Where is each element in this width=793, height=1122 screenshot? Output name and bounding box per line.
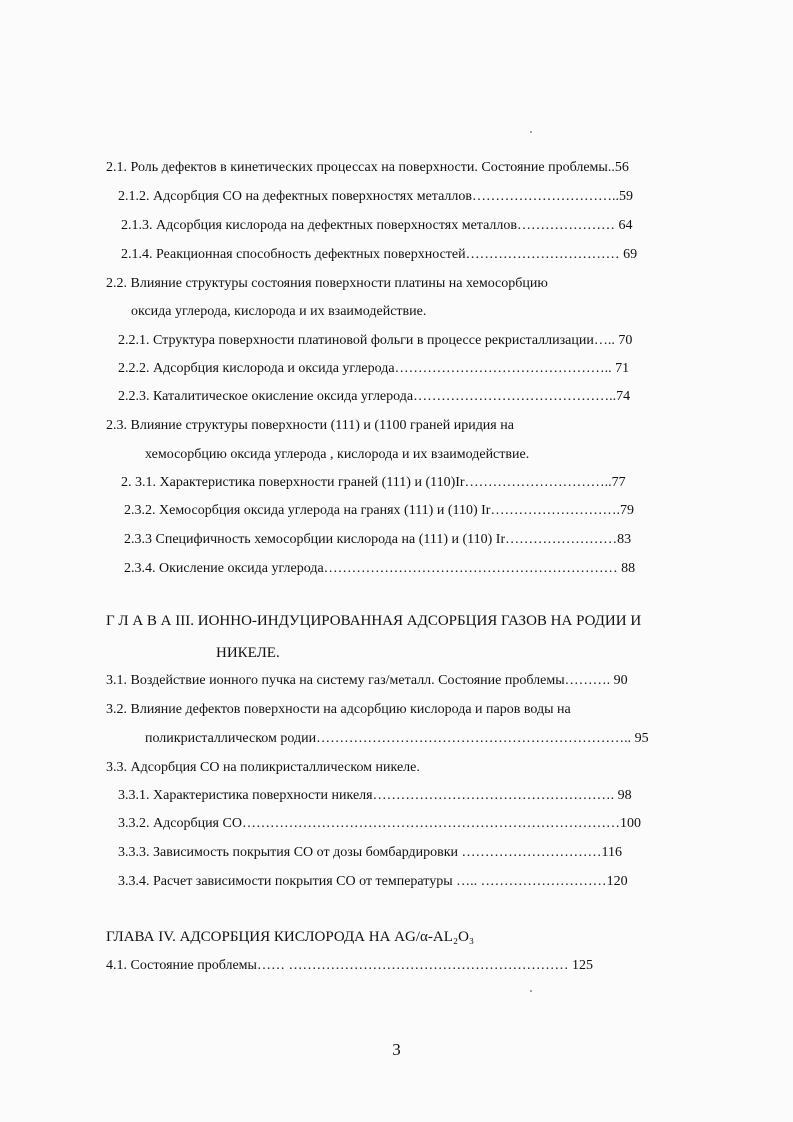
toc-entry-3-3-2: 3.3.2. Адсорбция СО………………………………………………………………………100 <box>118 816 641 831</box>
toc-entry-2-1: 2.1. Роль дефектов в кинетических процессах на поверхности. Состояние проблемы..56 <box>106 160 629 175</box>
toc-entry-2-3-cont: хемосорбцию оксида углерода , кислорода и их взаимодействие. <box>145 447 530 462</box>
toc-entry-2-2-3: 2.2.3. Каталитическое окисление оксида углерода……………………………………..74 <box>118 389 631 404</box>
toc-entry-2-3: 2.3. Влияние структуры поверхности (111) и (1100 граней иридия на <box>106 418 514 433</box>
toc-entry-3-2: 3.2. Влияние дефектов поверхности на адсорбцию кислорода и паров воды на <box>106 702 571 717</box>
chapter-3-heading: Г Л А В А III. ИОННО-ИНДУЦИРОВАННАЯ АДСОРБЦИЯ ГАЗОВ НА РОДИИ И <box>106 613 642 629</box>
scan-speck <box>530 131 532 133</box>
chapter-4-heading: ГЛАВА IV. АДСОРБЦИЯ КИСЛОРОДА НА AG/α-AL₂O₃ <box>106 929 475 945</box>
toc-entry-2-3-3: 2.3.3 Специфичность хемосорбции кислорода на (111) и (110) Ir……………………83 <box>124 532 632 547</box>
scan-speck <box>530 990 532 992</box>
toc-entry-2-2-2: 2.2.2. Адсорбция кислорода и оксида углерода……………………………………….. 71 <box>118 361 630 376</box>
chapter-3-heading-cont: НИКЕЛЕ. <box>216 645 280 661</box>
toc-entry-2-1-3: 2.1.3. Адсорбция кислорода на дефектных поверхностях металлов………………… 64 <box>121 218 633 233</box>
toc-entry-3-3-4: 3.3.4. Расчет зависимости покрытия СО от температуры ….. ………………………120 <box>118 874 628 889</box>
page-number: 3 <box>392 1040 401 1059</box>
toc-entry-2-2-1: 2.2.1. Структура поверхности платиновой фольги в процессе рекристаллизации….. 70 <box>118 333 633 348</box>
toc-entry-3-2-cont: поликристаллическом родии………………………………………………………….. 95 <box>145 731 649 746</box>
toc-entry-2-1-2: 2.1.2. Адсорбция СО на дефектных поверхностях металлов…………………………..59 <box>118 189 634 204</box>
toc-entry-2-3-1: 2. 3.1. Характеристика поверхности граней (111) и (110)Ir…………………………..77 <box>121 475 626 490</box>
toc-entry-3-3-1: 3.3.1. Характеристика поверхности никеля……………………………………………. 98 <box>118 788 632 803</box>
toc-entry-2-3-4: 2.3.4. Окисление оксида углерода……………………………………………………… 88 <box>124 561 636 576</box>
toc-entry-3-3-3: 3.3.3. Зависимость покрытия СО от дозы бомбардировки …………………………116 <box>118 845 623 860</box>
toc-entry-2-3-2: 2.3.2. Хемосорбция оксида углерода на гранях (111) и (110) Ir……………………….79 <box>124 503 634 518</box>
toc-entry-2-1-4: 2.1.4. Реакционная способность дефектных поверхностей…………………………… 69 <box>121 247 638 262</box>
toc-entry-2-2-cont: оксида углерода, кислорода и их взаимодействие. <box>131 304 427 319</box>
toc-entry-3-1: 3.1. Воздействие ионного пучка на систему газ/металл. Состояние проблемы………. 90 <box>106 673 628 688</box>
toc-entry-4-1: 4.1. Состояние проблемы…… …………………………………………………… 125 <box>106 958 593 973</box>
toc-entry-2-2: 2.2. Влияние структуры состояния поверхности платины на хемосорбцию <box>106 276 548 291</box>
toc-entry-3-3: 3.3. Адсорбция СО на поликристаллическом никеле. <box>106 760 420 775</box>
